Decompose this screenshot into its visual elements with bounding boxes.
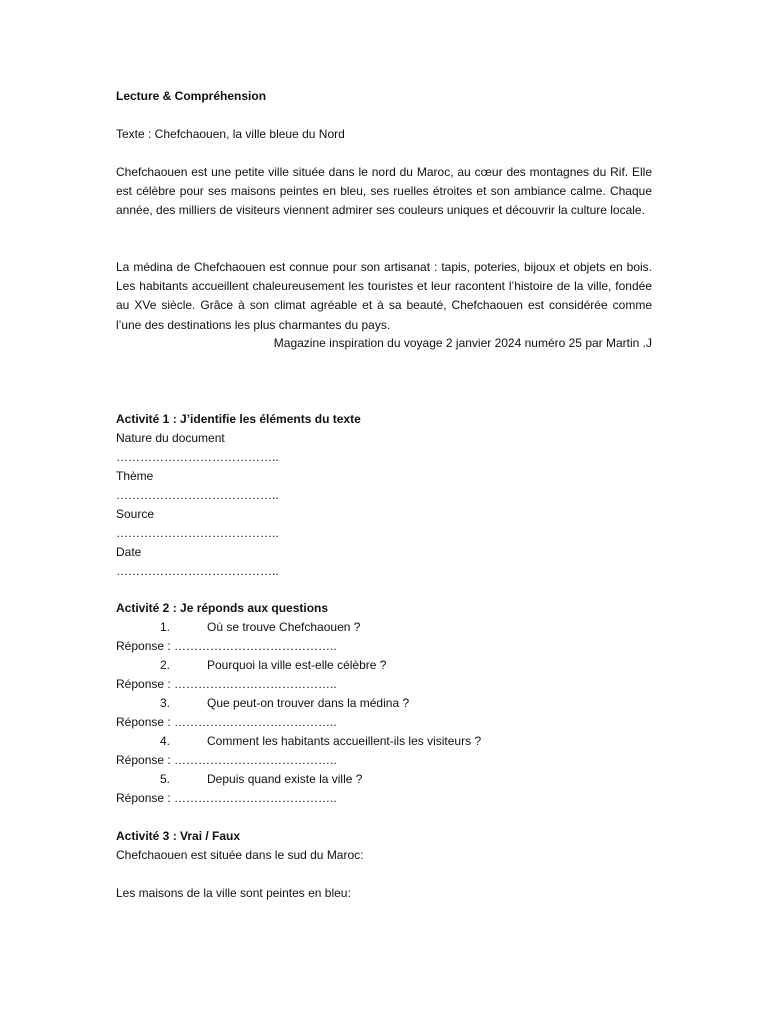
question-number-3: 3. (160, 696, 171, 710)
question-text-3: Que peut-on trouver dans la médina ? (207, 696, 410, 710)
activity-1-blank-date: ………………………………….. (116, 564, 279, 578)
answer-line-4: Réponse : ………………………………….. (116, 753, 337, 767)
question-text-5: Depuis quand existe la ville ? (207, 772, 363, 786)
question-number-2: 2. (160, 658, 171, 672)
activity-1-label-date: Date (116, 545, 142, 559)
activity-1-label-source: Source (116, 507, 155, 521)
activity-1-label-nature: Nature du document (116, 431, 225, 445)
question-text-4: Comment les habitants accueillent-ils les visiteurs ? (207, 734, 482, 748)
paragraph-2: La médina de Chefchaouen est connue pour son artisanat : tapis, poteries, bijoux et objets en bois. Les habitants accueillent chaleureusement les touristes et leur racontent l’histoire de la ville, fondée au XVe siècle. Grâce à son climat agréable et à sa beauté, Chefchaouen est considérée comme l’une des destinations les plus charmantes du pays. (116, 260, 652, 332)
activity-3-title: Activité 3 : Vrai / Faux (116, 829, 241, 843)
activity-2-title: Activité 2 : Je réponds aux questions (116, 601, 329, 615)
question-number-5: 5. (160, 772, 171, 786)
activity-1-blank-source: ………………………………….. (116, 526, 279, 540)
text-title: Texte : Chefchaouen, la ville bleue du Nord (116, 127, 345, 141)
activity-1-blank-theme: ………………………………….. (116, 488, 279, 502)
question-number-1: 1. (160, 620, 171, 634)
answer-line-1: Réponse : ………………………………….. (116, 639, 337, 653)
activity-1-title: Activité 1 : J’identifie les éléments du texte (116, 412, 361, 426)
paragraph-1: Chefchaouen est une petite ville située dans le nord du Maroc, au cœur des montagnes du Rif. Elle est célèbre pour ses maisons peintes en bleu, ses ruelles étroites et son ambiance calme. Chaque année, des milliers de visiteurs viennent admirer ses couleurs uniques et découvrir la culture locale. (116, 165, 652, 218)
question-text-1: Où se trouve Chefchaouen ? (207, 620, 361, 634)
source-line: Magazine inspiration du voyage 2 janvier 2024 numéro 25 par Martin .J (273, 336, 652, 350)
true-false-statement-1: Chefchaouen est située dans le sud du Maroc: (116, 848, 364, 862)
question-number-4: 4. (160, 734, 171, 748)
answer-line-3: Réponse : ………………………………….. (116, 715, 337, 729)
worksheet-heading: Lecture & Compréhension (116, 89, 267, 103)
activity-1-blank-nature: ………………………………….. (116, 450, 279, 464)
true-false-statement-2: Les maisons de la ville sont peintes en bleu: (116, 886, 351, 900)
activity-1-label-theme: Thème (116, 469, 154, 483)
answer-line-5: Réponse : ………………………………….. (116, 791, 337, 805)
answer-line-2: Réponse : ………………………………….. (116, 677, 337, 691)
question-text-2: Pourquoi la ville est-elle célèbre ? (207, 658, 387, 672)
